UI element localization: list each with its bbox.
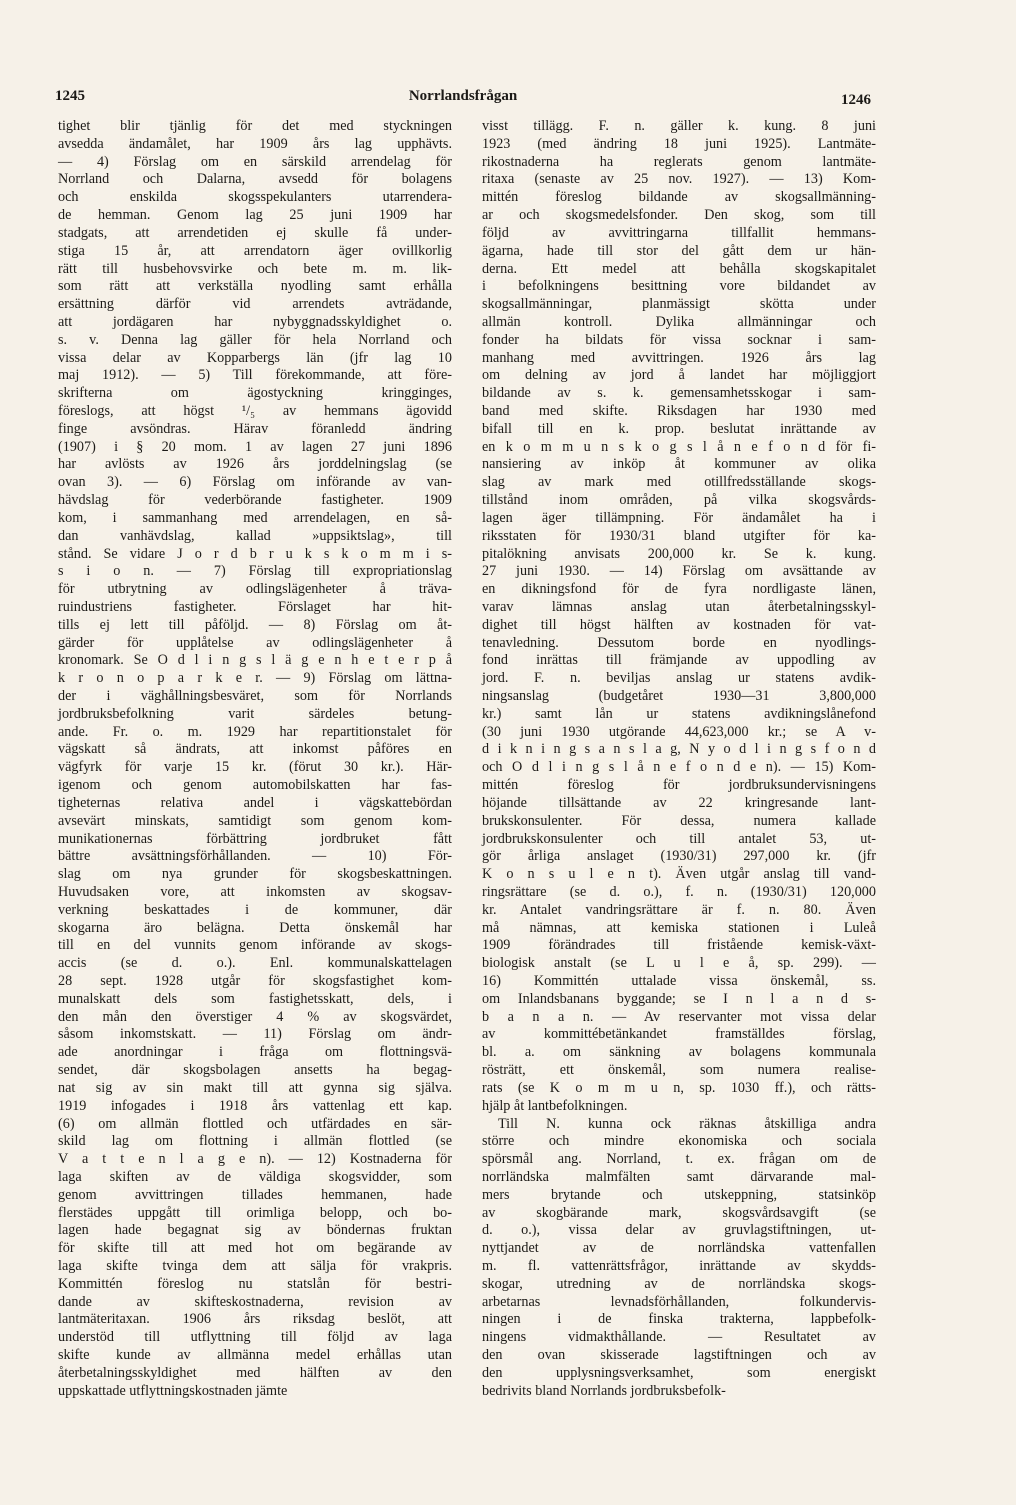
text-line: och enskilda skogsspekulanters utarrendera- xyxy=(58,189,452,206)
text-line: der i väghållningsbesväret, som för Norrlands xyxy=(58,688,452,704)
text-line: för utbrytning av odlingslägenheter å träva- xyxy=(58,581,452,598)
text-line: allmän kontroll. Dylika allmänningar och xyxy=(482,313,876,330)
text-line: bl. a. om sänkning av bolagens kommunala xyxy=(482,1044,876,1061)
right-page-number: 1246 xyxy=(841,92,871,108)
text-line: brukskonsulenter. För dessa, numera kallade xyxy=(482,812,876,829)
text-line: bedrivits bland Norrlands jordbruksbefolk- xyxy=(482,1382,726,1399)
right-column xyxy=(482,118,876,1401)
text-line: föreslogs, att högst ¹/₅ av hemmans ägovidd xyxy=(58,403,452,419)
text-line: 16) Kommittén uttalade vissa önskemål, ss. xyxy=(482,973,876,989)
text-line: bildande av s. k. gemensamhetsskogar i sam- xyxy=(482,385,876,402)
text-line: ningsanslag (budgetåret 1930—31 3,800,000 xyxy=(482,688,876,704)
text-line: tillstånd inom områden, på vilka skogsvårds- xyxy=(482,492,876,509)
text-line: verkning beskattades i de kommuner, där xyxy=(58,901,452,918)
text-line: Kommittén föreslog nu statslån för bestri- xyxy=(58,1275,452,1292)
text-line: stånd. Se vidare J o r d b r u k s k o m m i s- xyxy=(58,545,452,562)
text-line: b a n a n. — Av reservanter mot vissa delar xyxy=(482,1008,876,1025)
text-line: om delning av jord å landet har möjliggjort xyxy=(482,367,876,384)
text-line: avsedda ändamålet, har 1909 års lag upphävts. xyxy=(58,135,452,152)
text-line: flerstädes uppgått till orimliga belopp, och bo- xyxy=(58,1204,452,1221)
text-line: skogar, utredning av de norrländska skogs- xyxy=(482,1275,876,1292)
text-line: tighet blir tjänlig för det med styckningen xyxy=(58,118,452,134)
text-line: k r o n o p a r k e r. — 9) Förslag om lättna- xyxy=(58,670,452,687)
text-line: dande av skifteskostnaderna, revision av xyxy=(58,1293,452,1310)
text-line: sendet, där skogsbolagen ansetts ha begag- xyxy=(58,1062,452,1079)
text-line: kr.) samt lån ur statens avdikningslånefond xyxy=(482,705,876,722)
text-line: rats (se K o m m u n, sp. 1030 ff.), och rätts- xyxy=(482,1079,876,1096)
text-line: gör årliga anslaget (1930/31) 297,000 kr. (jfr xyxy=(482,848,876,865)
text-line: ersättning därför vid arrendets avträdande, xyxy=(58,296,452,313)
text-line: kr. Antalet vandringsrättare är f. n. 80. Även xyxy=(482,901,876,918)
text-line: dighet till högst hälften av kostnaden för vat- xyxy=(482,616,876,633)
text-line: 28 sept. 1928 utgår för skogsfastighet kom- xyxy=(58,973,452,989)
page-title: Norrlandsfrågan xyxy=(408,88,518,104)
text-line: arbetarnas levnadsförhållanden, folkundervis- xyxy=(482,1293,876,1310)
text-line: laga skiften av de väldiga skogsvidder, som xyxy=(58,1168,452,1185)
text-line: av skogbärande mark, skogsvårdsavgift (se xyxy=(482,1204,876,1221)
left-column xyxy=(58,118,452,1401)
text-line: till en del vunnits genom införande av skogs- xyxy=(58,937,452,954)
text-line: finge avsöndras. Härav föranledd ändring xyxy=(58,420,452,437)
text-line: den ovan skisserade lagstiftningen och av xyxy=(482,1347,876,1364)
text-line: V a t t e n l a g e n). — 12) Kostnaderna för xyxy=(58,1151,452,1168)
text-line: bättre avsättningsförhållanden. — 10) För- xyxy=(58,848,452,865)
text-line: d. o.), vissa delar av gruvlagstiftningen, ut- xyxy=(482,1222,876,1239)
text-line: pitalökning anvisats 200,000 kr. Se k. kung. xyxy=(482,545,876,562)
text-line: mittén föreslog för jordbruksundervisningens xyxy=(482,777,876,794)
text-line: ar och skogsmedelsfonder. Den skog, som till xyxy=(482,207,876,224)
text-line: skild lag om flottning i allmän flottled (se xyxy=(58,1133,452,1150)
text-line: tenavledning. Dessutom borde en nyodlings- xyxy=(482,634,876,651)
text-line: fond inrättas till främjande av uppodling av xyxy=(482,652,876,669)
text-line: jordbruksbefolkning varit särdeles betung- xyxy=(58,705,452,722)
text-line: fonder ha bildats för vissa socknar i sam- xyxy=(482,331,876,348)
text-line: i befolkningens besittning vore bildandet av xyxy=(482,278,876,295)
text-line: ringsrättare (se d. o.), f. n. (1930/31) 120,000 xyxy=(482,883,876,900)
text-line: för skifte till att med hot om begärande av xyxy=(58,1240,452,1257)
text-line: jordbrukskonsulenter och till antalet 53, ut- xyxy=(482,830,876,847)
text-line: ade anordningar i fråga om flottningsvä- xyxy=(58,1044,452,1061)
text-line: uppskattade utflyttningskostnaden jämte xyxy=(58,1382,288,1399)
text-line: jord. F. n. beviljas anslag ur statens avdik- xyxy=(482,670,876,687)
text-line: större och mindre ekonomiska och sociala xyxy=(482,1133,876,1150)
text-line: gärder för upplåtelse av odlingslägenheter å xyxy=(58,634,452,651)
text-line: rikostnaderna ha reglerats genom lantmäte- xyxy=(482,153,876,170)
text-line: maj 1912). — 5) Till förekommande, att före- xyxy=(58,367,452,384)
text-line: m. fl. vattenrättsfrågor, inrättande av skydds- xyxy=(482,1258,876,1274)
text-line: mers brytande och utskeppning, statsinköp xyxy=(482,1186,876,1203)
text-line: vägfyrk för varje 15 kr. (förut 30 kr.). Här- xyxy=(58,759,452,776)
text-line: tigheternas relativa andel i vägskattebördan xyxy=(58,794,452,811)
text-line: kronomark. Se O d l i n g s l ä g e n h e t e r p å xyxy=(58,652,452,669)
text-line: återbetalningsskyldighet med hälften av den xyxy=(58,1364,452,1381)
text-line: norrländska malmfälten samt därvarande mal- xyxy=(482,1168,876,1185)
text-line: en k o m m u n s k o g s l å n e f o n d för fi- xyxy=(482,438,876,455)
text-line: tills ej lett till påföljd. — 8) Förslag om åt- xyxy=(58,616,452,633)
text-line: (30 juni 1930 utgörande 44,623,000 kr.; se A v- xyxy=(482,723,876,740)
text-line: såsom inkomstskatt. — 11) Förslag om ändr- xyxy=(58,1026,452,1043)
text-line: slag av mark med otillfredsställande skogs- xyxy=(482,474,876,491)
text-line: den upplysningsverksamhet, som energiskt xyxy=(482,1364,876,1381)
text-line: har avlösts av 1926 års jorddelningslag (se xyxy=(58,456,452,473)
text-line: derna. Ett medel att behålla skogskapitalet xyxy=(482,260,876,277)
text-line: understöd till utflyttning till följd av laga xyxy=(58,1329,452,1346)
text-line: och O d l i n g s l å n e f o n d e n). — 15) Kom- xyxy=(482,759,876,776)
text-line: genom avvittringen tillades hemmanen, hade xyxy=(58,1186,452,1203)
text-line: ovan 3). — 6) Förslag om införande av van- xyxy=(58,474,452,491)
text-line: munalskatt dels som fastighetsskatt, dels, i xyxy=(58,990,452,1007)
text-line: ningens vidmakthållande. — Resultatet av xyxy=(482,1329,876,1346)
text-line: nansiering av inköp åt kommuner av olika xyxy=(482,456,876,473)
text-line: Norrland och Dalarna, avsedd för bolagens xyxy=(58,171,452,188)
text-line: dan vanhävdslag, kallad »uppsiktslag», till xyxy=(58,527,452,544)
text-line: slag om nya grunder för skogsbeskattningen. xyxy=(58,866,452,883)
text-line: 1919 infogades i 1918 års vattenlag ett kap. xyxy=(58,1097,452,1114)
text-line: laga skifte tvinga dem att sälja för vrakpris. xyxy=(58,1258,452,1274)
text-line: stiga 15 år, att arrendatorn äger ovillkorlig xyxy=(58,242,452,259)
text-line: 1909 förändrades till fristående kemisk-växt- xyxy=(482,937,876,954)
text-line: av kommittébetänkandet framställdes förslag, xyxy=(482,1026,876,1043)
left-page-number: 1245 xyxy=(55,88,85,104)
text-line: s i o n. — 7) Förslag till expropriationslag xyxy=(58,563,452,580)
text-line: spörsmål ang. Norrland, t. ex. frågan om de xyxy=(482,1151,876,1168)
text-line: skifte kunde av allmänna medel erhållas utan xyxy=(58,1347,452,1364)
text-line: den mån den överstiger 4 % av skogsvärdet, xyxy=(58,1008,452,1025)
text-line: riksstaten för 1930/31 bland utgifter för ka- xyxy=(482,527,876,544)
text-line: band med skifte. Riksdagen har 1930 med xyxy=(482,403,876,419)
text-line: ritaxa (senaste av 25 nov. 1927). — 13) Kom- xyxy=(482,171,876,188)
running-header xyxy=(55,88,871,112)
text-line: K o n s u l e n t). Även utgår anslag till vand- xyxy=(482,866,876,883)
text-line: stadgats, att arrendetiden ej skulle få under- xyxy=(58,224,452,241)
text-line: de hemman. Genom lag 25 juni 1909 har xyxy=(58,207,452,224)
text-line: lagen hade begagnat sig av böndernas fruktan xyxy=(58,1222,452,1239)
text-line: skogarna äro belägna. Detta önskemål har xyxy=(58,919,452,936)
text-line: följd av avvittringarna tillfallit hemmans- xyxy=(482,224,876,241)
text-line: hävdslag för vederbörande fastigheter. 1909 xyxy=(58,492,452,509)
text-line: (1907) i § 20 mom. 1 av lagen 27 juni 1896 xyxy=(58,438,452,455)
text-line: rösträtt, ett önskemål, som numera realise- xyxy=(482,1062,876,1079)
text-line: skrifterna om ägostyckning kringginges, xyxy=(58,385,452,402)
text-line: lantmäteritaxan. 1906 års riksdag beslöt, att xyxy=(58,1311,452,1328)
text-line: 1923 (med ändring 18 juni 1925). Lantmäte- xyxy=(482,135,876,152)
text-line: varav lämnas anslag utan återbetalningsskyl- xyxy=(482,598,876,615)
text-line: vägskatt så ändrats, att inkomst påföres en xyxy=(58,741,452,758)
text-line: en dikningsfond för de fyra nordligaste länen, xyxy=(482,581,876,598)
text-line: ägarna, hade till stor del gått dem ur hän- xyxy=(482,242,876,259)
text-line: Huvudsaken vore, att inkomsten av skogsav- xyxy=(58,883,452,900)
text-line: ningen i de finska trakterna, lappbefolk- xyxy=(482,1311,876,1328)
text-line: biologisk anstalt (se L u l e å, sp. 299). — xyxy=(482,955,876,972)
text-line: ande. Fr. o. m. 1929 har repartitionstalet för xyxy=(58,723,452,740)
text-line: om Inlandsbanans byggande; se I n l a n d s- xyxy=(482,990,876,1007)
text-line: vissa delar av Kopparbergs län (jfr lag 10 xyxy=(58,349,452,366)
text-line: att jordägaren har nybyggnadsskyldighet o. xyxy=(58,313,452,330)
text-line: accis (se d. o.). Enl. kommunalskattelagen xyxy=(58,955,452,972)
text-line: 27 juni 1930. — 14) Förslag om avsättande av xyxy=(482,563,876,580)
text-line: manhang med avvittringen. 1926 års lag xyxy=(482,349,876,366)
text-line: Till N. kunna ock räknas åtskilliga andra xyxy=(498,1115,876,1132)
text-line: — 4) Förslag om en särskild arrendelag för xyxy=(58,153,452,170)
text-line: rätt till husbehovsvirke och bete m. m. lik- xyxy=(58,260,452,277)
text-line: visst tillägg. F. n. gäller k. kung. 8 juni xyxy=(482,118,876,134)
text-line: ruindustriens fastigheter. Förslaget har hit- xyxy=(58,598,452,615)
text-line: d i k n i n g s a n s l a g, N y o d l i n g s f o n d xyxy=(482,741,876,758)
text-line: igenom och genom automobilskatten har fas- xyxy=(58,777,452,794)
text-line: hjälp åt lantbefolkningen. xyxy=(482,1097,628,1114)
text-line: mittén föreslog bildande av skogsallmänning- xyxy=(482,189,876,206)
text-line: nyttjandet av de norrländska vattenfallen xyxy=(482,1240,876,1257)
text-line: som rätt att verkställa nyodling samt erhålla xyxy=(58,278,452,295)
text-line: (6) om allmän flottled och utfärdades en sär- xyxy=(58,1115,452,1132)
text-line: skogsallmänningar, planmässigt skötta under xyxy=(482,296,876,313)
text-line: lagen äger tillämpning. För ändamålet ha i xyxy=(482,509,876,526)
text-line: må nämnas, att kemiska stationen i Luleå xyxy=(482,919,876,936)
text-line: höjande tillsättande av 22 kringresande lant- xyxy=(482,794,876,811)
text-line: nat sig av sin makt till att gynna sig själva. xyxy=(58,1079,452,1096)
text-line: bifall till en k. prop. beslutat inrättande av xyxy=(482,420,876,437)
text-line: munikationernas förbättring jordbruket fått xyxy=(58,830,452,847)
text-line: kom, i sammanhang med arrendelagen, en så- xyxy=(58,509,452,526)
text-line: avsevärt minskats, samtidigt som genom kom- xyxy=(58,812,452,829)
text-line: s. v. Denna lag gäller för hela Norrland och xyxy=(58,331,452,348)
